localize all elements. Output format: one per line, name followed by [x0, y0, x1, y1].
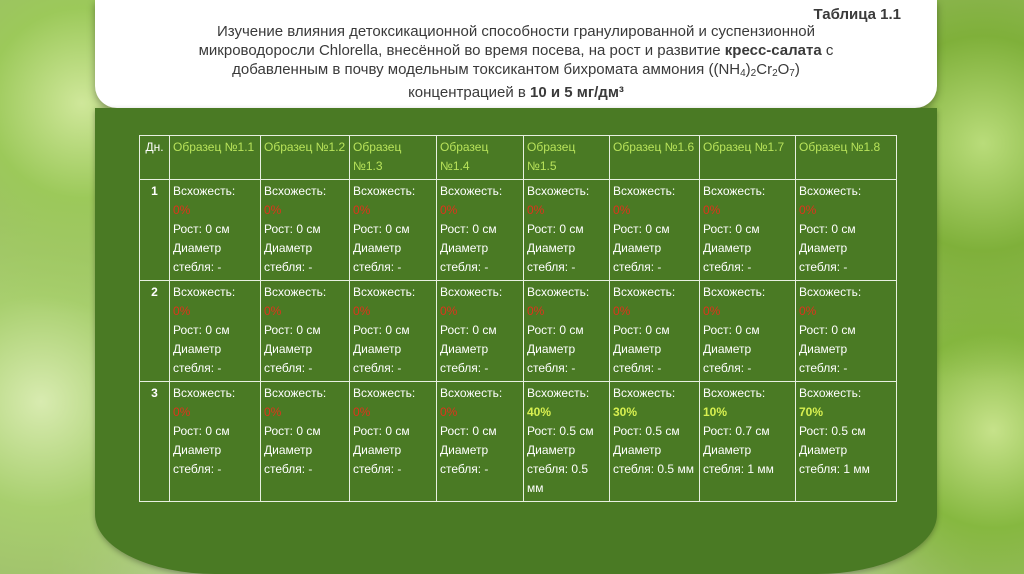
germination-label: Всхожесть:: [353, 184, 416, 198]
germination-value: 30%: [613, 405, 638, 419]
stem-line: [440, 359, 520, 378]
growth-value: Рост: 0.7 см: [703, 424, 770, 438]
formula-sub: 4: [740, 68, 746, 79]
diameter-label: Диаметр: [440, 443, 489, 457]
stem-label: стебля:: [703, 462, 745, 476]
stem-value: -: [397, 260, 402, 274]
title-line-2: микроводоросли Chlorella, внесённой во время посева, на рост и развитие: [198, 42, 725, 59]
day-cell: [140, 281, 170, 382]
germination-label: Всхожесть:: [613, 184, 676, 198]
diameter-label: Диаметр: [527, 342, 576, 356]
title-line-2-end: с: [821, 42, 834, 59]
sample-cell: [610, 180, 700, 281]
germination-value: 0%: [527, 203, 545, 217]
growth-value: Рост: 0.5 см: [527, 424, 594, 438]
germination-value: 0%: [799, 203, 817, 217]
stem-value: -: [657, 260, 662, 274]
diameter-label: Диаметр: [353, 241, 402, 255]
growth-value: Рост: 0 см: [440, 323, 497, 337]
sample-cell: [524, 382, 610, 502]
stem-value: -: [397, 361, 402, 375]
sample-cell: [350, 382, 437, 502]
germination-label: Всхожесть:: [173, 386, 236, 400]
sample-cell: [700, 180, 796, 281]
stem-value: 1 мм: [843, 462, 870, 476]
sample-cell: [170, 382, 261, 502]
stem-label: стебля:: [799, 462, 841, 476]
germination-value: 0%: [173, 405, 191, 419]
diameter-label: Диаметр: [264, 241, 313, 255]
title-line-3: добавленным в почву модельным токсикантом бихромата аммония ((NH: [232, 61, 741, 78]
results-table: [139, 135, 897, 502]
germination-value: 0%: [440, 405, 458, 419]
column-header: Образец №1.6: [610, 136, 700, 180]
column-header: Образец №1.8: [796, 136, 897, 180]
table-row: [140, 382, 897, 502]
sample-cell: [796, 180, 897, 281]
growth-value: Рост: 0 см: [173, 323, 230, 337]
germination-label: Всхожесть:: [799, 184, 862, 198]
germination-value: 0%: [799, 304, 817, 318]
table-header-row: [140, 136, 897, 180]
germination-value: 40%: [527, 405, 552, 419]
growth-value: Рост: 0.5 см: [613, 424, 680, 438]
title-line-1: Изучение влияния детоксикационной способности гранулированной и суспензионной: [216, 23, 816, 40]
stem-value: -: [484, 361, 489, 375]
stem-value: -: [843, 260, 848, 274]
day-number: 2: [151, 285, 158, 299]
stem-value: -: [217, 462, 222, 476]
sample-cell: [170, 180, 261, 281]
diameter-label: Диаметр: [440, 241, 489, 255]
sample-cell: [610, 281, 700, 382]
germination-value: 0%: [353, 203, 371, 217]
title-box: [95, 0, 937, 108]
day-number: 3: [151, 386, 158, 400]
growth-value: Рост: 0.5 см: [799, 424, 866, 438]
diameter-label: Диаметр: [353, 443, 402, 457]
diameter-label: Диаметр: [799, 241, 848, 255]
growth-value: Рост: 0 см: [264, 222, 321, 236]
stem-value: -: [308, 260, 313, 274]
stem-line: [799, 258, 893, 277]
stem-line: [264, 359, 346, 378]
diameter-label: Диаметр: [799, 443, 848, 457]
germination-value: 0%: [440, 203, 458, 217]
stem-label: стебля:: [527, 361, 569, 375]
stem-line: [527, 359, 606, 378]
stem-line: [353, 460, 433, 479]
diameter-label: Диаметр: [173, 342, 222, 356]
stem-line: [440, 258, 520, 277]
germination-label: Всхожесть:: [173, 184, 236, 198]
germination-label: Всхожесть:: [613, 386, 676, 400]
sample-cell: [796, 281, 897, 382]
germination-label: Всхожесть:: [173, 285, 236, 299]
stem-line: [264, 258, 346, 277]
germination-value: 0%: [264, 304, 282, 318]
sample-cell: [437, 382, 524, 502]
germination-label: Всхожесть:: [703, 285, 766, 299]
stem-value: -: [571, 260, 576, 274]
stem-label: стебля:: [527, 462, 569, 476]
germination-value: 0%: [353, 405, 371, 419]
stem-value: -: [657, 361, 662, 375]
day-header: Дн.: [140, 136, 170, 180]
stem-label: стебля:: [264, 260, 306, 274]
stem-line: [613, 359, 696, 378]
stem-value: -: [571, 361, 576, 375]
sample-cell: [350, 281, 437, 382]
stem-line: [264, 460, 346, 479]
stem-line: [799, 460, 893, 479]
growth-value: Рост: 0 см: [527, 222, 584, 236]
stem-label: стебля:: [799, 260, 841, 274]
growth-value: Рост: 0 см: [440, 424, 497, 438]
stem-value: -: [308, 361, 313, 375]
stem-line: [613, 258, 696, 277]
growth-value: Рост: 0 см: [799, 323, 856, 337]
germination-value: 0%: [527, 304, 545, 318]
stem-line: [613, 460, 696, 479]
title-highlight-plant: кресс-салата: [724, 42, 822, 59]
germination-label: Всхожесть:: [799, 285, 862, 299]
stem-label: стебля:: [703, 361, 745, 375]
growth-value: Рост: 0 см: [353, 222, 410, 236]
germination-value: 0%: [173, 203, 191, 217]
stem-value: -: [217, 260, 222, 274]
diameter-label: Диаметр: [613, 443, 662, 457]
sample-cell: [437, 281, 524, 382]
page-title: [107, 22, 925, 102]
growth-value: Рост: 0 см: [264, 323, 321, 337]
formula-sub: 2: [772, 68, 778, 79]
column-header: Образец №1.5: [524, 136, 610, 180]
table-label: Таблица 1.1: [813, 6, 901, 23]
stem-line: [799, 359, 893, 378]
growth-value: Рост: 0 см: [353, 424, 410, 438]
sample-cell: [700, 382, 796, 502]
column-header: Образец №1.2: [261, 136, 350, 180]
diameter-label: Диаметр: [703, 443, 752, 457]
stem-label: стебля:: [440, 260, 482, 274]
sample-cell: [437, 180, 524, 281]
growth-value: Рост: 0 см: [703, 323, 760, 337]
growth-value: Рост: 0 см: [613, 222, 670, 236]
column-header: Образец №1.7: [700, 136, 796, 180]
diameter-label: Диаметр: [264, 342, 313, 356]
stem-line: [527, 258, 606, 277]
table-row: [140, 180, 897, 281]
stem-label: стебля:: [527, 260, 569, 274]
growth-value: Рост: 0 см: [264, 424, 321, 438]
sample-cell: [261, 281, 350, 382]
germination-label: Всхожесть:: [799, 386, 862, 400]
stem-line: [703, 460, 792, 479]
germination-value: 0%: [613, 304, 631, 318]
formula-sub: 2: [750, 68, 757, 79]
diameter-label: Диаметр: [799, 342, 848, 356]
stem-label: стебля:: [613, 260, 655, 274]
germination-value: 0%: [703, 203, 721, 217]
germination-label: Всхожесть:: [527, 184, 590, 198]
diameter-label: Диаметр: [353, 342, 402, 356]
formula-part: O: [777, 61, 790, 78]
sample-cell: [524, 180, 610, 281]
formula-part: Cr: [756, 61, 773, 78]
sample-cell: [170, 281, 261, 382]
stem-line: [173, 359, 257, 378]
day-cell: [140, 180, 170, 281]
sample-cell: [261, 180, 350, 281]
stem-label: стебля:: [353, 361, 395, 375]
stem-label: стебля:: [440, 361, 482, 375]
stem-value: -: [747, 260, 752, 274]
column-header: Образец №1.1: [170, 136, 261, 180]
stem-line: [703, 359, 792, 378]
diameter-label: Диаметр: [440, 342, 489, 356]
germination-value: 0%: [264, 203, 282, 217]
germination-label: Всхожесть:: [703, 386, 766, 400]
sample-cell: [700, 281, 796, 382]
column-header: Образец №1.4: [437, 136, 524, 180]
sample-cell: [796, 382, 897, 502]
stem-label: стебля:: [173, 260, 215, 274]
column-header: Образец №1.3: [350, 136, 437, 180]
germination-label: Всхожесть:: [440, 285, 503, 299]
germination-label: Всхожесть:: [353, 386, 416, 400]
germination-label: Всхожесть:: [527, 386, 590, 400]
germination-label: Всхожесть:: [440, 184, 503, 198]
growth-value: Рост: 0 см: [527, 323, 584, 337]
germination-label: Всхожесть:: [703, 184, 766, 198]
stem-value: -: [397, 462, 402, 476]
diameter-label: Диаметр: [264, 443, 313, 457]
formula-sub: 7: [789, 68, 795, 79]
germination-value: 10%: [703, 405, 728, 419]
growth-value: Рост: 0 см: [173, 222, 230, 236]
stem-line: [173, 460, 257, 479]
stem-value: 1 мм: [747, 462, 774, 476]
diameter-label: Диаметр: [173, 443, 222, 457]
germination-label: Всхожесть:: [353, 285, 416, 299]
stem-value: -: [484, 462, 489, 476]
germination-value: 70%: [799, 405, 824, 419]
germination-label: Всхожесть:: [613, 285, 676, 299]
germination-value: 0%: [440, 304, 458, 318]
germination-value: 0%: [703, 304, 721, 318]
diameter-label: Диаметр: [613, 342, 662, 356]
diameter-label: Диаметр: [703, 342, 752, 356]
sample-cell: [610, 382, 700, 502]
stem-line: [703, 258, 792, 277]
stem-value: -: [484, 260, 489, 274]
sample-cell: [350, 180, 437, 281]
stem-label: стебля:: [799, 361, 841, 375]
germination-label: Всхожесть:: [264, 386, 327, 400]
stem-label: стебля:: [703, 260, 745, 274]
stem-label: стебля:: [353, 462, 395, 476]
growth-value: Рост: 0 см: [353, 323, 410, 337]
germination-value: 0%: [353, 304, 371, 318]
title-line-4: концентрацией в: [408, 84, 531, 101]
germination-value: 0%: [173, 304, 191, 318]
sample-cell: [261, 382, 350, 502]
growth-value: Рост: 0 см: [703, 222, 760, 236]
stem-label: стебля:: [353, 260, 395, 274]
stem-label: стебля:: [613, 462, 655, 476]
sample-cell: [524, 281, 610, 382]
diameter-label: Диаметр: [703, 241, 752, 255]
formula-part: ): [745, 61, 751, 78]
diameter-label: Диаметр: [613, 241, 662, 255]
diameter-label: Диаметр: [527, 443, 576, 457]
table-row: [140, 281, 897, 382]
growth-value: Рост: 0 см: [613, 323, 670, 337]
diameter-label: Диаметр: [527, 241, 576, 255]
germination-value: 0%: [613, 203, 631, 217]
stem-label: стебля:: [173, 462, 215, 476]
stem-value: -: [217, 361, 222, 375]
title-concentration: 10 и 5 мг/дм³: [530, 84, 624, 101]
growth-value: Рост: 0 см: [173, 424, 230, 438]
day-number: 1: [151, 184, 158, 198]
stem-label: стебля:: [440, 462, 482, 476]
stem-line: [527, 460, 606, 498]
stem-line: [173, 258, 257, 277]
formula-part: ): [794, 61, 800, 78]
germination-value: 0%: [264, 405, 282, 419]
stem-value: -: [308, 462, 313, 476]
day-cell: [140, 382, 170, 502]
stem-value: -: [747, 361, 752, 375]
stem-label: стебля:: [173, 361, 215, 375]
stem-line: [353, 359, 433, 378]
stem-label: стебля:: [613, 361, 655, 375]
stem-value: 0.5 мм: [527, 462, 589, 495]
germination-label: Всхожесть:: [264, 285, 327, 299]
germination-label: Всхожесть:: [264, 184, 327, 198]
stem-value: -: [843, 361, 848, 375]
stem-label: стебля:: [264, 361, 306, 375]
germination-label: Всхожесть:: [527, 285, 590, 299]
stem-value: 0.5 мм: [657, 462, 694, 476]
growth-value: Рост: 0 см: [799, 222, 856, 236]
stem-line: [440, 460, 520, 479]
growth-value: Рост: 0 см: [440, 222, 497, 236]
germination-label: Всхожесть:: [440, 386, 503, 400]
stem-line: [353, 258, 433, 277]
stem-label: стебля:: [264, 462, 306, 476]
diameter-label: Диаметр: [173, 241, 222, 255]
